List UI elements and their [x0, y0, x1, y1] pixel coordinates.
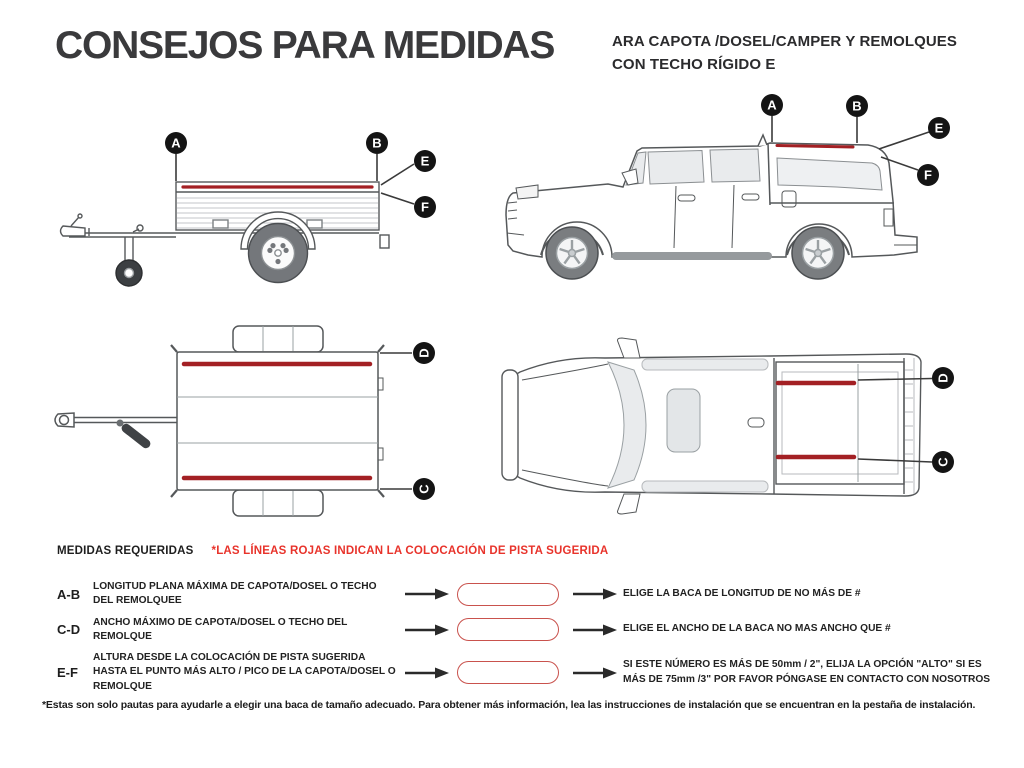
marker-f-label: F	[421, 199, 429, 215]
arrow-right-icon	[405, 667, 449, 679]
arrow-right-icon	[573, 624, 617, 636]
subtitle-line-2: CON TECHO RÍGIDO E	[612, 56, 776, 74]
page-title: CONSEJOS PARA MEDIDAS	[55, 24, 555, 67]
marker-a-label: A	[767, 97, 777, 113]
trailer-top-view-diagram	[50, 320, 450, 520]
measure-rows	[57, 580, 1007, 694]
marker-f-label: F	[924, 167, 932, 183]
truck-top-view-diagram	[490, 328, 960, 523]
trailer-top-drawing	[55, 326, 384, 516]
page-subtitle	[612, 30, 957, 77]
trailer-side-drawing	[61, 182, 390, 286]
marker-e-label: E	[934, 120, 944, 136]
subtitle-line-1: ARA CAPOTA /DOSEL/CAMPER Y REMOLQUES	[612, 33, 958, 50]
measurement-oval-cd	[457, 618, 559, 641]
truck-side-drawing	[506, 135, 917, 279]
row-label: C-D	[57, 622, 81, 638]
marker-b-label: B	[372, 135, 382, 151]
row-description: ANCHO MÁXIMO DE CAPOTA/DOSEL O TECHO DEL REMOLQUE	[93, 616, 348, 642]
row-label: E-F	[57, 665, 78, 681]
measures-header	[57, 545, 608, 557]
footer-note: *Estas son solo pautas para ayudarle a elegir una baca de tamaño adecuado. Para obtener más información, lea las instrucciones de instalación que se encuentran en la pestaña de instalación.	[42, 699, 976, 711]
row-result: ELIGE LA BACA DE LONGITUD DE NO MÁS DE #	[623, 587, 861, 599]
marker-c-label: C	[416, 484, 432, 494]
row-result: ELIGE EL ANCHO DE LA BACA NO MAS ANCHO QUE #	[623, 623, 891, 635]
red-lines-note: *LAS LÍNEAS ROJAS INDICAN LA COLOCACIÓN DE PISTA SUGERIDA	[211, 545, 609, 557]
marker-b-label: B	[852, 98, 862, 114]
arrow-right-icon	[573, 588, 617, 600]
measure-row-ab	[57, 580, 1007, 609]
arrow-right-icon	[573, 667, 617, 679]
measure-row-cd	[57, 616, 1007, 645]
truck-top-markers	[932, 367, 954, 473]
row-label: A-B	[57, 586, 81, 602]
trailer-top-markers	[413, 342, 435, 500]
leader-lines	[380, 353, 412, 489]
measurement-oval-ef	[457, 661, 559, 684]
marker-e-label: E	[420, 153, 430, 169]
row-result: SI ESTE NÚMERO ES MÁS DE 50mm / 2", ELIJA LA OPCIÓN "ALTO" SI ES MÁS DE 75mm /3" POR FAVOR PÓNGASE EN CONTACTO CON NOSOTROS	[623, 658, 991, 685]
arrow-right-icon	[405, 588, 449, 600]
marker-d-label: D	[935, 373, 951, 383]
marker-a-label: A	[171, 135, 181, 151]
row-description: LONGITUD PLANA MÁXIMA DE CAPOTA/DOSEL O TECHO DEL REMOLQUEE	[93, 581, 377, 607]
measure-row-ef	[57, 651, 1007, 694]
marker-d-label: D	[416, 348, 432, 358]
arrow-right-icon	[405, 624, 449, 636]
red-track-line-truck-side	[777, 146, 853, 148]
measures-heading: MEDIDAS REQUERIDAS	[57, 545, 194, 557]
row-description: ALTURA DESDE LA COLOCACIÓN DE PISTA SUGERIDA HASTA EL PUNTO MÁS ALTO / PICO DE LA CAPOTA/DOSEL O REMOLQUE	[93, 652, 396, 692]
marker-c-label: C	[935, 457, 951, 467]
measurement-oval-ab	[457, 583, 559, 606]
truck-side-view-diagram	[480, 85, 970, 300]
trailer-side-view-diagram	[55, 95, 475, 310]
truck-top-drawing	[502, 338, 921, 514]
